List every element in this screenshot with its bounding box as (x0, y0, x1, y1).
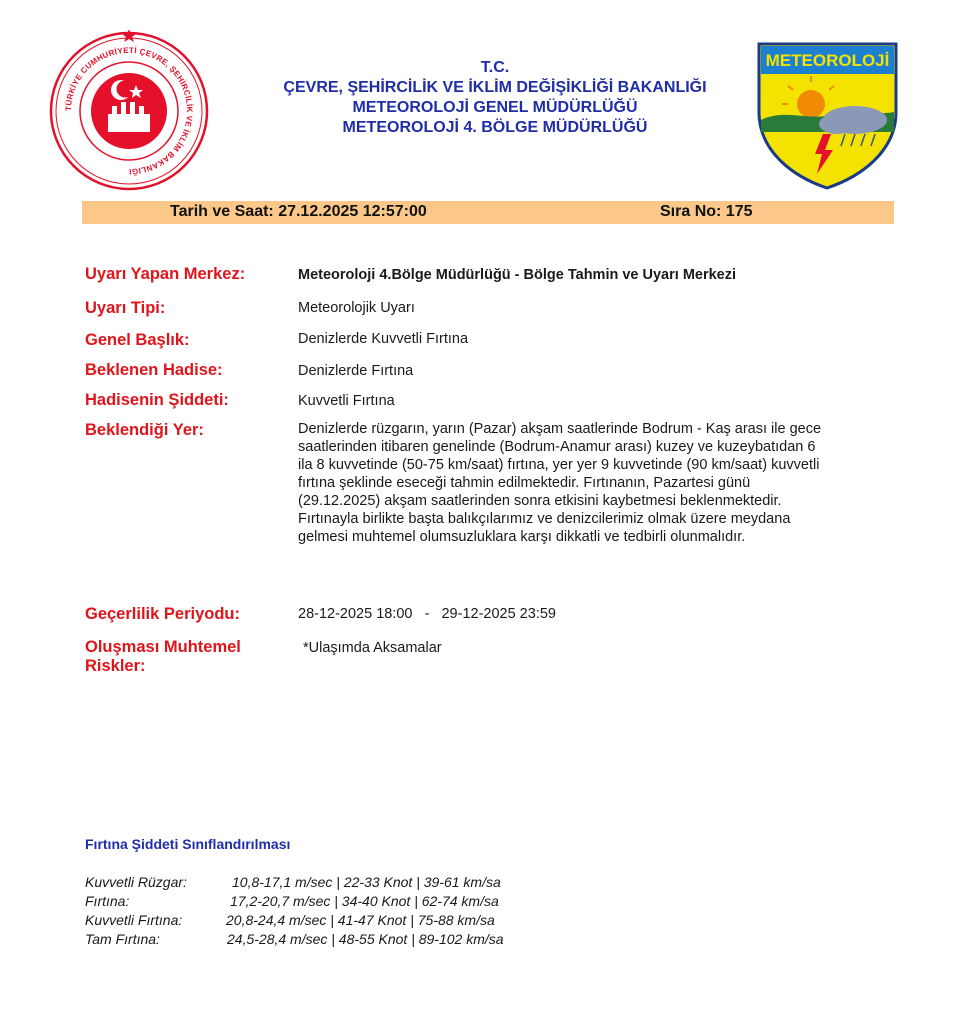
validity-label: Geçerlilik Periyodu: (85, 605, 240, 623)
meteoroloji-logo (755, 42, 900, 190)
location-line: saatlerinden itibaren genelinde (Bodrum-Anamur arası) kuzey ve kuzeybatıdan 6 (298, 439, 816, 455)
location-line: Fırtınayla birlikte başta balıkçılarımız ve denizcilerimiz olmak üzere meydana (298, 511, 791, 527)
severity-label: Hadisenin Şiddeti: (85, 391, 229, 409)
location-line: Denizlerde rüzgarın, yarın (Pazar) akşam saatlerinde Bodrum - Kaş arası ile gece (298, 421, 822, 437)
event-value: Denizlerde Fırtına (298, 363, 414, 379)
center-label: Uyarı Yapan Merkez: (85, 265, 246, 283)
location-line: (29.12.2025) akşam saatlerinden sonra etkisini kaybetmesi beklenmektedir. (298, 493, 782, 509)
risks-label (85, 638, 241, 676)
classification-name: Tam Fırtına: (85, 931, 160, 947)
risks-label-line: Oluşması Muhtemel (85, 638, 241, 656)
ministry-seal-logo (48, 30, 210, 192)
location-description (298, 420, 898, 546)
classification-name: Kuvvetli Fırtına: (85, 912, 183, 928)
validity-value: 28-12-2025 18:00 - 29-12-2025 23:59 (298, 606, 556, 622)
type-value: Meteorolojik Uyarı (298, 300, 415, 316)
risks-label-line: Riskler: (85, 657, 146, 675)
ministry-header (200, 58, 790, 138)
risks-value: *Ulaşımda Aksamalar (303, 640, 442, 656)
header-ministry: ÇEVRE, ŞEHİRCİLİK VE İKLİM DEĞİŞİKLİĞİ BAKANLIĞI (283, 79, 707, 96)
event-label: Beklenen Hadise: (85, 361, 223, 379)
header-regional-directorate: METEOROLOJİ 4. BÖLGE MÜDÜRLÜĞÜ (342, 119, 648, 136)
type-label: Uyarı Tipi: (85, 299, 166, 317)
title-value: Denizlerde Kuvvetli Fırtına (298, 331, 469, 347)
title-label: Genel Başlık: (85, 331, 190, 349)
header-tc: T.C. (480, 59, 510, 76)
classification-value: 10,8-17,1 m/sec | 22-33 Knot | 39-61 km/sa (232, 874, 501, 890)
datetime-text: Tarih ve Saat: 27.12.2025 12:57:00 (170, 203, 427, 220)
classification-title: Fırtına Şiddeti Sınıflandırılması (85, 836, 291, 852)
classification-name: Fırtına: (85, 893, 130, 909)
header-general-directorate: METEOROLOJİ GENEL MÜDÜRLÜĞÜ (352, 99, 638, 116)
classification-value: 20,8-24,4 m/sec | 41-47 Knot | 75-88 km/sa (226, 912, 495, 928)
classification-value: 17,2-20,7 m/sec | 34-40 Knot | 62-74 km/sa (230, 893, 499, 909)
location-line: fırtına şeklinde eseceği tahmin edilmektedir. Fırtınanın, Pazartesi günü (298, 475, 751, 491)
severity-value: Kuvvetli Fırtına (298, 393, 395, 409)
center-value: Meteoroloji 4.Bölge Müdürlüğü - Bölge Tahmin ve Uyarı Merkezi (298, 267, 737, 283)
svg-text:TÜRKİYE CUMHURİYETİ ÇEVRE, ŞEH: TÜRKİYE CUMHURİYETİ ÇEVRE, ŞEHİRCİLİK VE İKLİM BAKANLIĞI (63, 45, 195, 177)
classification-name: Kuvvetli Rüzgar: (85, 874, 187, 890)
location-line: ila 8 kuvvetinde (50-75 km/saat) fırtına, yer yer 9 kuvvetinde (90 km/saat) kuvvetli (298, 457, 820, 473)
location-line: gelmesi muhtemel olumsuzluklara karşı dikkatli ve tedbirli olunmalıdır. (298, 529, 746, 545)
sequence-number: Sıra No: 175 (660, 203, 753, 220)
location-label: Beklendiği Yer: (85, 421, 204, 439)
classification-value: 24,5-28,4 m/sec | 48-55 Knot | 89-102 km/sa (227, 931, 504, 947)
datetime-band (82, 201, 894, 224)
svg-text:METEOROLOJİ: METEOROLOJİ (765, 51, 890, 70)
